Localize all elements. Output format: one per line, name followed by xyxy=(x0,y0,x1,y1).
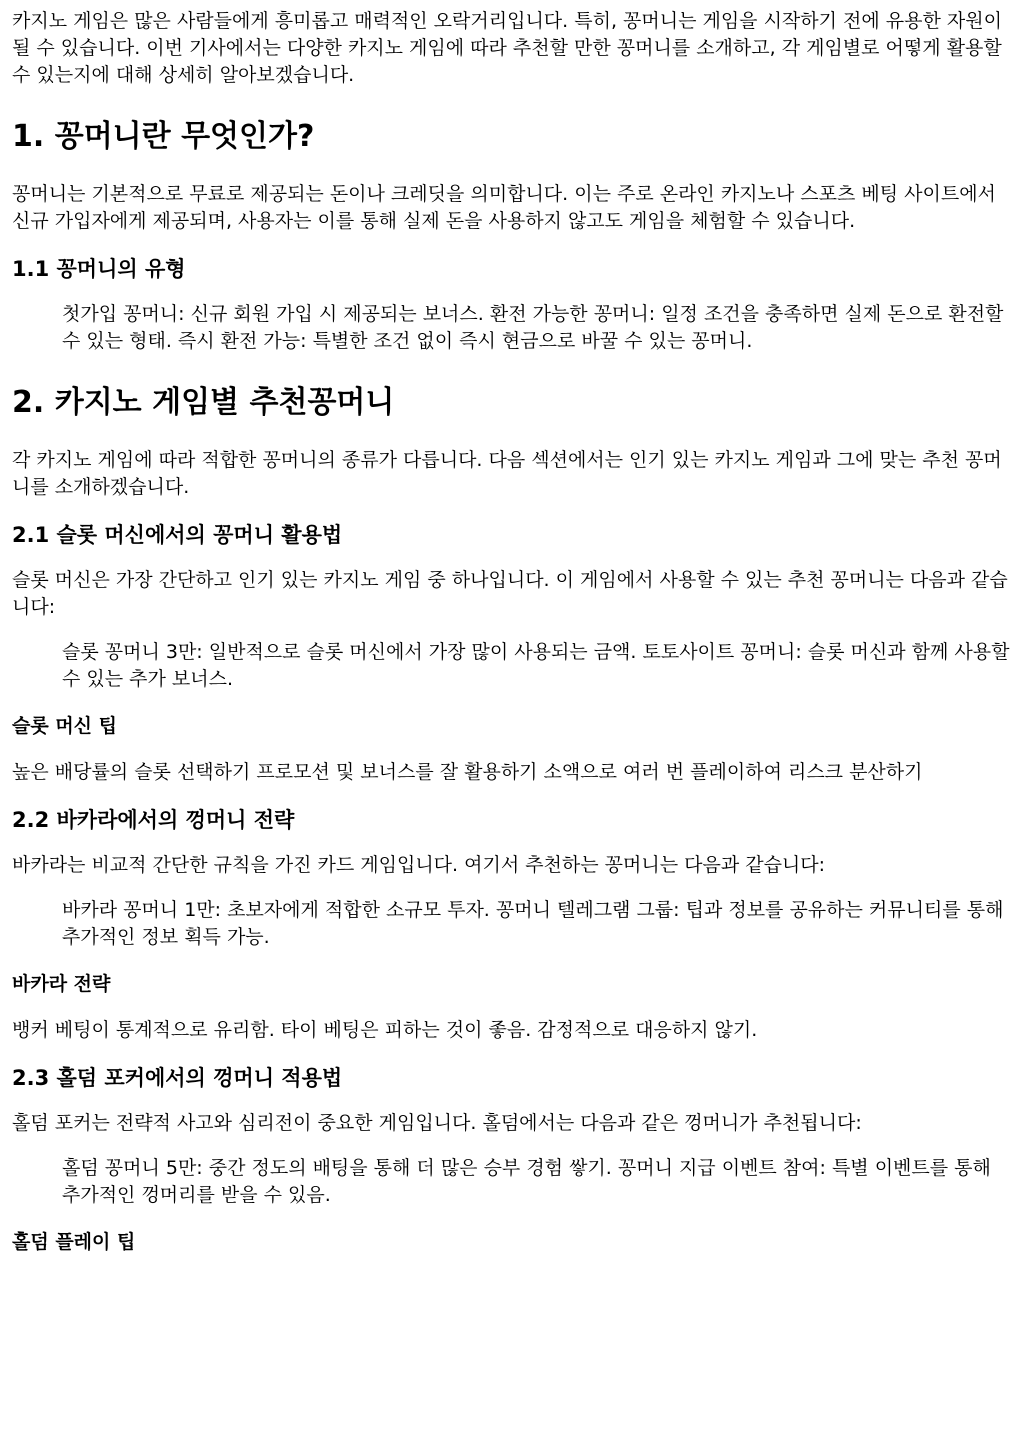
holdem-tip-heading: 홀덤 플레이 팁 xyxy=(12,1231,136,1253)
section-2-body: 각 카지노 게임에 따라 적합한 꽁머니의 종류가 다릅니다. 다음 섹션에서는 인기 있는 카지노 게임과 그에 맞는 추천 꽁머니를 소개하겠습니다. xyxy=(12,449,1002,498)
intro-paragraph: 카지노 게임은 많은 사람들에게 흥미롭고 매력적인 오락거리입니다. 특히, 꽁머니는 게임을 시작하기 전에 유용한 자원이 될 수 있습니다. 이번 기사에서는 다양한 카지노 게임에 따라 추천할 만한 꽁머니를 소개하고, 각 게임별로 어떻게 활용할 수 있는지에 대해 상세히 알아보겠습니다. xyxy=(12,10,1002,86)
section-2-1-quote: 슬롯 꽁머니 3만: 일반적으로 슬롯 머신에서 가장 많이 사용되는 금액. 토토사이트 꽁머니: 슬롯 머신과 함께 사용할 수 있는 추가 보너스. xyxy=(62,641,1010,690)
section-2-3-quote: 홀덤 꽁머니 5만: 중간 정도의 배팅을 통해 더 많은 승부 경험 쌓기. 꽁머니 지급 이벤트 참여: 특별 이벤트를 통해 추가적인 껑머리를 받을 수 있음. xyxy=(62,1157,991,1206)
section-1-body: 꽁머니는 기본적으로 무료로 제공되는 돈이나 크레딧을 의미합니다. 이는 주로 온라인 카지노나 스포츠 베팅 사이트에서 신규 가입자에게 제공되며, 사용자는 이를 통해 실제 돈을 사용하지 않고도 게임을 체험할 수 있습니다. xyxy=(12,183,996,232)
section-1-heading: 1. 꽁머니란 무엇인가? xyxy=(12,119,315,154)
baccarat-tip-body: 뱅커 베팅이 통계적으로 유리함. 타이 베팅은 피하는 것이 좋음. 감정적으로 대응하지 않기. xyxy=(12,1019,758,1041)
baccarat-tip-heading: 바카라 전략 xyxy=(12,973,111,995)
section-2-3-body: 홀덤 포커는 전략적 사고와 심리전이 중요한 게임입니다. 홀덤에서는 다음과 같은 껑머니가 추천됩니다: xyxy=(12,1112,862,1134)
section-2-1-body: 슬롯 머신은 가장 간단하고 인기 있는 카지노 게임 중 하나입니다. 이 게임에서 사용할 수 있는 추천 꽁머니는 다음과 같습니다: xyxy=(12,569,1008,618)
section-2-2-heading: 2.2 바카라에서의 껑머니 전략 xyxy=(12,808,295,832)
section-1-1-heading: 1.1 꽁머니의 유형 xyxy=(12,257,186,281)
section-2-heading: 2. 카지노 게임별 추천꽁머니 xyxy=(12,385,395,420)
section-2-2-quote: 바카라 꽁머니 1만: 초보자에게 적합한 소규모 투자. 꽁머니 텔레그램 그룹: 팁과 정보를 공유하는 커뮤니티를 통해 추가적인 정보 획득 가능. xyxy=(62,899,1004,948)
section-2-3-heading: 2.3 홀덤 포커에서의 껑머니 적용법 xyxy=(12,1066,343,1090)
slot-tip-body: 높은 배당률의 슬롯 선택하기 프로모션 및 보너스를 잘 활용하기 소액으로 여러 번 플레이하여 리스크 분산하기 xyxy=(12,761,923,783)
section-2-2-body: 바카라는 비교적 간단한 규칙을 가진 카드 게임입니다. 여기서 추천하는 꽁머니는 다음과 같습니다: xyxy=(12,854,826,876)
slot-tip-heading: 슬롯 머신 팁 xyxy=(12,715,117,737)
section-2-1-heading: 2.1 슬롯 머신에서의 꽁머니 활용법 xyxy=(12,523,343,547)
section-1-1-quote: 첫가입 꽁머니: 신규 회원 가입 시 제공되는 보너스. 환전 가능한 꽁머니: 일정 조건을 충족하면 실제 돈으로 환전할 수 있는 형태. 즉시 환전 가능: 특별한 조건 없이 즉시 현금으로 바꿀 수 있는 꽁머니. xyxy=(62,303,1004,352)
